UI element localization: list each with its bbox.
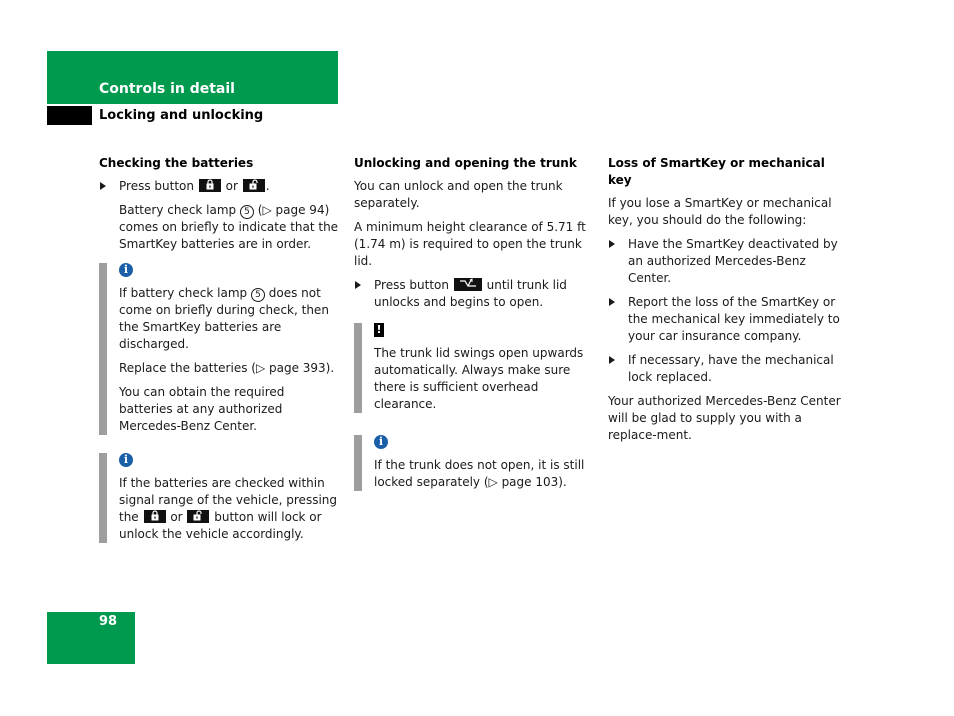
- page-number: 98: [99, 614, 118, 629]
- header-tab-marker: [47, 106, 92, 125]
- note-bar: [354, 323, 362, 413]
- lamp-number-badge: 5: [240, 205, 254, 219]
- heading-checking-batteries: Checking the batteries: [99, 156, 254, 170]
- column-loss-of-key: [608, 155, 848, 451]
- battery-check-paragraph: Battery check lamp 5 (▷ page 94) comes on briefly to indicate that the SmartKey batteries are in order.: [119, 203, 339, 251]
- bullet-arrow-icon: [609, 298, 615, 306]
- section-title: Controls in detail: [99, 81, 235, 97]
- list-item: If necessary, have the mechanical lock replaced.: [608, 352, 848, 386]
- info-icon: i: [119, 263, 133, 277]
- loss-closing-paragraph: Your authorized Mercedes-Benz Center will be glad to supply you with a replace-ment.: [608, 394, 841, 442]
- list-item: Have the SmartKey deactivated by an authorized Mercedes-Benz Center.: [608, 236, 848, 287]
- warning-note-trunk: [354, 323, 594, 413]
- step-press-trunk-button: Press button until trunk lid unlocks and begins to open.: [354, 277, 594, 311]
- step-press-button: Press button or .: [99, 178, 339, 195]
- heading-trunk: Unlocking and opening the trunk: [354, 156, 577, 170]
- note-bar: [99, 453, 107, 543]
- list-item: Report the loss of the SmartKey or the mechanical key immediately to your car insurance company.: [608, 294, 848, 345]
- lock-key-icon: [144, 510, 166, 523]
- info-icon: i: [374, 435, 388, 449]
- trunk-para-2: A minimum height clearance of 5.71 ft (1.74 m) is required to open the trunk lid.: [354, 220, 586, 268]
- note-bar: [354, 435, 362, 491]
- warning-icon: !: [374, 323, 384, 337]
- page-number-box: [47, 612, 135, 664]
- column-checking-batteries: [99, 155, 339, 559]
- info-note-signal-range: i If the batteries are checked within signal range of the vehicle, pressing the or button will lock or unlock the vehicle accordingly.: [99, 453, 339, 543]
- trunk-open-icon: [454, 278, 482, 291]
- replace-batteries-text: Replace the batteries (▷ page 393).: [119, 361, 335, 375]
- info-note-discharged: i If battery check lamp 5 does not come on briefly during check, then the SmartKey batteries are discharged. Replace the batteries (▷ page 393). You can obtain the required batteries at any authorized Mercedes-Benz Center.: [99, 263, 339, 435]
- note-bar: [99, 263, 107, 435]
- warning-text: The trunk lid swings open upwards automatically. Always make sure there is sufficient overhead clearance.: [374, 346, 584, 411]
- info-note-trunk-locked: [354, 435, 594, 491]
- trunk-para-1: You can unlock and open the trunk separately.: [354, 179, 563, 210]
- info-icon: i: [119, 453, 133, 467]
- bullet-arrow-icon: [609, 240, 615, 248]
- loss-intro-paragraph: If you lose a SmartKey or mechanical key, you should do the following:: [608, 196, 832, 227]
- unlock-key-icon: [243, 179, 265, 192]
- lamp-number-badge: 5: [251, 288, 265, 302]
- bullet-arrow-icon: [609, 356, 615, 364]
- bullet-arrow-icon: [355, 281, 361, 289]
- trunk-locked-text: If the trunk does not open, it is still locked separately (▷ page 103).: [374, 458, 585, 489]
- subsection-title: Locking and unlocking: [99, 108, 264, 123]
- unlock-key-icon: [187, 510, 209, 523]
- bullet-arrow-icon: [100, 182, 106, 190]
- heading-loss-of-key: Loss of SmartKey or mechanical key: [608, 156, 825, 187]
- lock-key-icon: [199, 179, 221, 192]
- obtain-batteries-text: You can obtain the required batteries at any authorized Mercedes-Benz Center.: [119, 385, 285, 433]
- column-trunk: [354, 155, 594, 507]
